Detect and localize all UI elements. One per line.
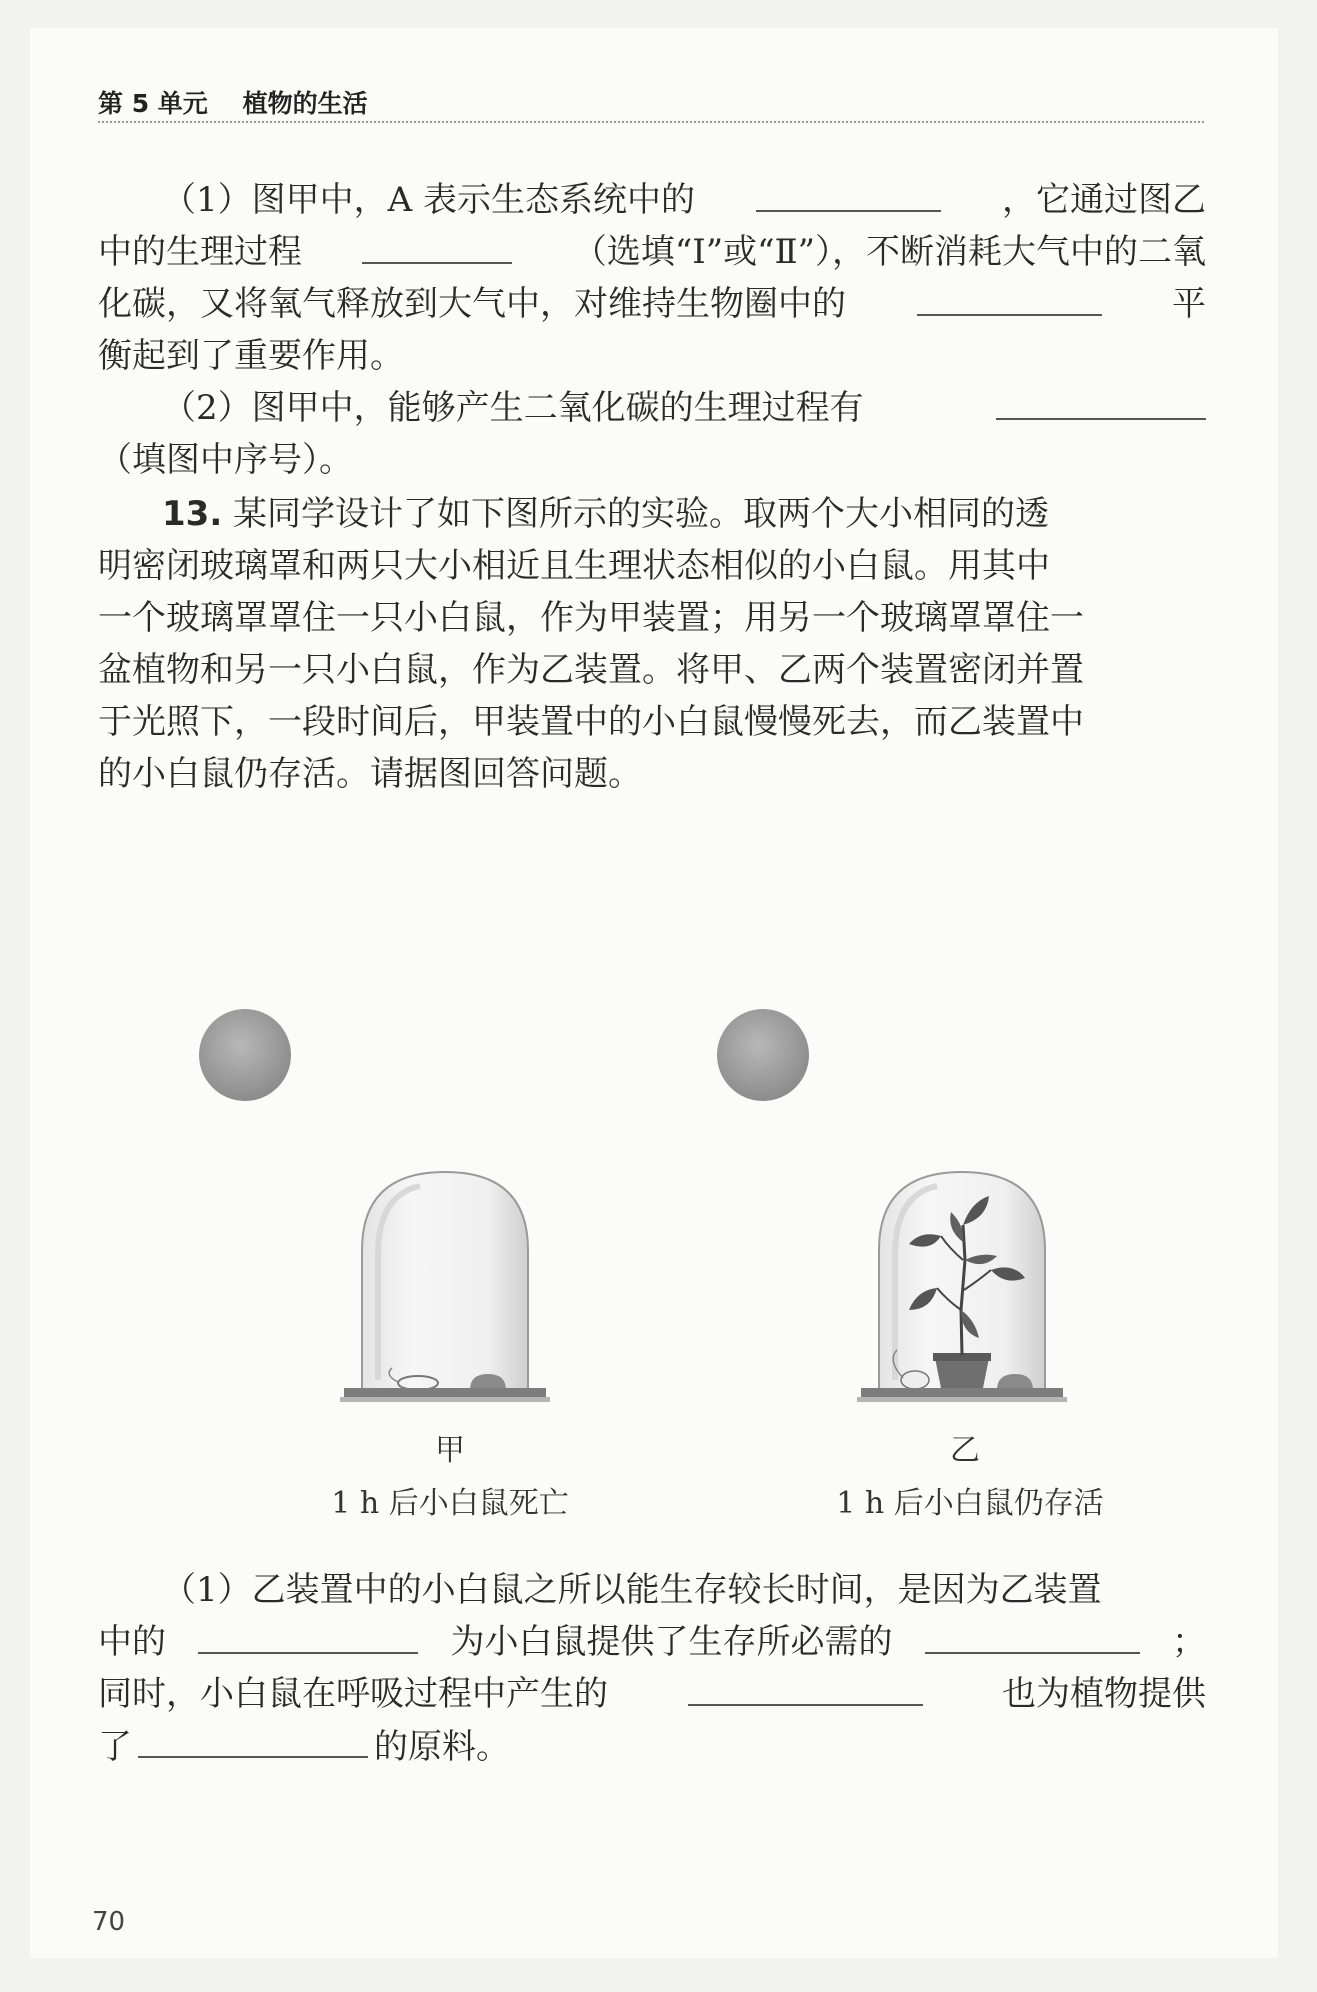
answer-blank[interactable]	[925, 1622, 1140, 1654]
q13-line-6: 的小白鼠仍存活。请据图回答问题。	[98, 754, 642, 794]
question-number: 13.	[162, 494, 223, 534]
text: 同时，小白鼠在呼吸过程中产生的	[98, 1674, 608, 1714]
answer-blank[interactable]	[688, 1674, 923, 1706]
q13-line-5: 于光照下，一段时间后，甲装置中的小白鼠慢慢死去，而乙装置中	[98, 702, 1084, 742]
answer-blank[interactable]	[756, 180, 941, 212]
page-number: 70	[92, 1907, 126, 1937]
header-divider	[98, 121, 1204, 123]
q13-line-1	[98, 494, 1206, 534]
q12-line-3	[98, 284, 1206, 324]
label-jia: 甲	[435, 1433, 465, 1468]
text: 平	[1172, 284, 1206, 324]
q13-1-line-3	[98, 1674, 1206, 1714]
unit-label: 第 5 单元	[98, 89, 208, 118]
q13-line-4: 盆植物和另一只小白鼠，作为乙装置。将甲、乙两个装置密闭并置	[98, 650, 1084, 690]
text: 中的	[98, 1622, 166, 1662]
text: ，它通过图乙	[1002, 180, 1206, 220]
answer-blank[interactable]	[362, 232, 512, 264]
sun-icon-left	[190, 1000, 300, 1110]
glass-jar-with-plant	[857, 1160, 1067, 1420]
text: 化碳，又将氧气释放到大气中，对维持生物圈中的	[98, 284, 846, 324]
answer-blank[interactable]	[996, 388, 1206, 420]
text: ；	[1172, 1622, 1206, 1662]
text: 为小白鼠提供了生存所必需的	[450, 1622, 893, 1662]
text: 某同学设计了如下图所示的实验。取两个大小相同的透	[233, 494, 1050, 534]
q13-1-line-4	[98, 1726, 1206, 1767]
sun-icon-right	[708, 1000, 818, 1110]
q12-line-2	[98, 232, 1206, 272]
text: 也为植物提供	[1002, 1674, 1206, 1714]
unit-title: 植物的生活	[242, 89, 368, 118]
answer-blank[interactable]	[138, 1726, 368, 1758]
q12-line-4: 衡起到了重要作用。	[98, 336, 404, 376]
text: 了	[98, 1727, 132, 1767]
q12-line-5	[98, 388, 1206, 428]
q13-line-3: 一个玻璃罩罩住一只小白鼠，作为甲装置；用另一个玻璃罩罩住一	[98, 598, 1084, 638]
answer-blank[interactable]	[198, 1622, 418, 1654]
answer-blank[interactable]	[917, 284, 1102, 316]
glass-jar-empty	[340, 1160, 550, 1420]
q12-line-1	[98, 180, 1206, 220]
text: 中的生理过程	[98, 232, 302, 272]
text: （2）图甲中，能够产生二氧化碳的生理过程有	[162, 388, 864, 428]
text: （1）图甲中，A 表示生态系统中的	[162, 180, 695, 220]
text: （选填“Ⅰ”或“Ⅱ”），不断消耗大气中的二氧	[572, 232, 1206, 272]
q13-1-line-1	[98, 1570, 1206, 1610]
caption-left: 1 h 后小白鼠死亡	[331, 1486, 569, 1521]
label-yi: 乙	[950, 1433, 980, 1468]
text: （1）乙装置中的小白鼠之所以能生存较长时间，是因为乙装置	[162, 1570, 1102, 1610]
q13-line-2: 明密闭玻璃罩和两只大小相近且生理状态相似的小白鼠。用其中	[98, 546, 1050, 586]
q13-1-line-2	[98, 1622, 1206, 1662]
text: 的原料。	[374, 1727, 510, 1767]
caption-right: 1 h 后小白鼠仍存活	[836, 1486, 1104, 1521]
q12-line-6: （填图中序号）。	[98, 440, 353, 480]
running-header	[98, 84, 368, 120]
